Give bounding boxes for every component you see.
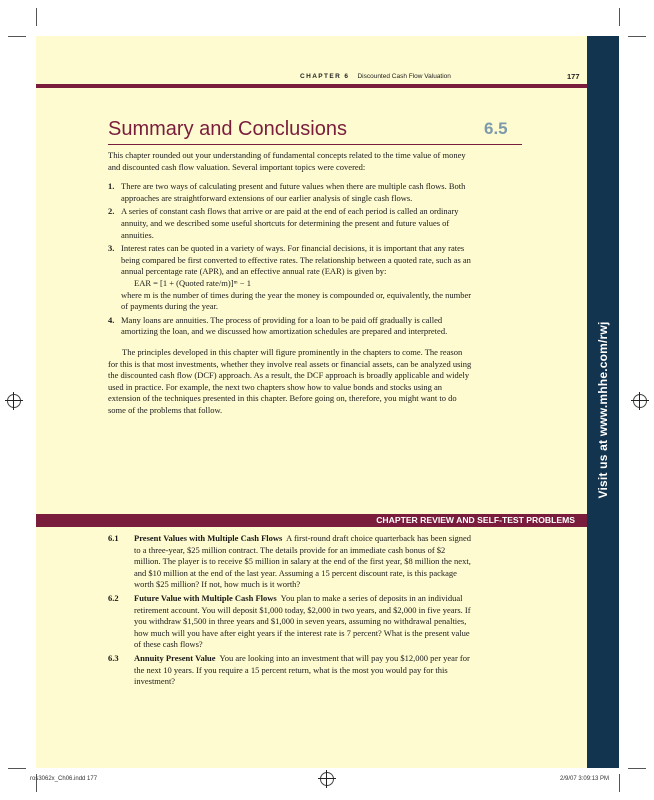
registration-mark-icon [320,772,334,786]
problem-number: 6.2 [108,592,119,603]
problem-text [134,653,474,688]
list-text: A series of constant cash flows that arrive or are paid at the end of each period is called an ordinary annuity, and we described some useful shortcuts for determining the present and future values of annuities. [121,206,459,240]
problem-item [108,593,474,651]
list-number: 2. [108,206,115,217]
list-number: 1. [108,181,115,192]
problem-body: You plan to make a series of deposits in an individual retirement account. You will deposit $1,000 today, $2,000 in two years, and $2,000 in five years. If you withdraw $1,500 in three years and $1,000 in seven years, assuming no withdrawal penalties, how much will you have after eight years if the interest rate is 7 percent? What is the present value of these cash flows? [134,592,471,650]
review-section-title: CHAPTER REVIEW AND SELF-TEST PROBLEMS [376,515,575,525]
list-item [108,243,474,313]
sidebar-url-text: Visit us at www.mhhe.com/rwj [596,321,610,499]
crop-mark [619,8,620,26]
review-section-band [36,514,587,527]
title-rule [108,144,522,145]
intro-paragraph: This chapter rounded out your understanding of fundamental concepts related to the time value of money and discounted cash flow valuation. Several important topics were covered: [108,150,466,172]
running-head [300,73,451,80]
summary-body [108,150,474,416]
problem-text [134,533,474,591]
problem-number: 6.3 [108,652,119,663]
problem-number: 6.1 [108,533,119,543]
list-number: 4. [108,314,115,325]
problems-body [108,533,474,688]
crop-mark [619,774,620,792]
section-title: Summary and Conclusions [108,118,347,140]
list-item [108,181,474,204]
problem-item [108,533,474,591]
problem-item [108,653,474,688]
ear-formula: EAR = [1 + (Quoted rate/m)]ᵐ − 1 [134,277,251,288]
header-rule [36,84,587,88]
crop-mark [8,768,26,769]
print-slug-file: ros3062x_Ch06.indd 177 [30,776,98,782]
registration-mark-icon [633,394,647,408]
chapter-title: Discounted Cash Flow Valuation [357,73,451,80]
list-text-continued: where m is the number of times during the year the money is compounded or, equivalently, the number of payments during the year. [121,289,472,312]
registration-mark-icon [7,394,21,408]
list-text: There are two ways of calculating present and future values when there are multiple cash flows. Both approaches are straightforward extensions of our earlier analysis of single cash flows. [121,181,466,203]
problem-body: A first-round draft choice quarterback has been signed to a three-year, $25 million contract. The details provide for an immediate cash bonus of $2 million. The player is to receive $5 million in salary at the end of the first year, $8 million the next, and $10 million at the end of the last year. Assuming a 15 percent discount rate, is this package worth $25 million? If not, how much is it worth? [134,533,471,590]
crop-mark [8,36,26,37]
crop-mark [628,36,646,37]
print-slug-date: 2/9/07 3:09:13 PM [560,776,610,782]
list-item [108,206,474,241]
closing-paragraph: The principles developed in this chapter will figure prominently in the chapters to come. The reason for this is that most investments, whether they involve real assets or financial assets, can be analyzed using the discounted cash flow (DCF) approach. As a result, the DCF approach is broadly applicable and widely used in practice. For example, the next two chapters show how to value bonds and stocks using an extension of the techniques presented in this chapter. Before going on, therefore, you might want to do some of the problems that follow. [108,346,472,415]
problem-text [134,593,474,651]
crop-mark [36,8,37,26]
problem-body: You are looking into an investment that will pay you $12,000 per year for the next 10 years. If you require a 15 percent return, what is the most you would pay for this investment? [134,652,470,687]
chapter-label: CHAPTER 6 [300,73,350,80]
list-text: Interest rates can be quoted in a variety of ways. For financial decisions, it is important that any rates being compared be first converted to effective rates. The relationship between a quoted rate, such as an annual percentage rate (APR), and an effective annual rate (EAR) is given by: [121,243,471,277]
problem-title: Future Value with Multiple Cash Flows [134,592,277,603]
problem-title: Present Values with Multiple Cash Flows [134,533,283,543]
list-number: 3. [108,243,115,254]
problem-title: Annuity Present Value [134,652,216,663]
list-text: Many loans are annuities. The process of providing for a loan to be paid off gradually is called amortizing the loan, and we discussed how amortization schedules are prepared and interpreted. [121,314,448,337]
page-number: 177 [567,72,580,81]
crop-mark [628,768,646,769]
section-number: 6.5 [484,119,508,138]
list-item [108,315,474,338]
